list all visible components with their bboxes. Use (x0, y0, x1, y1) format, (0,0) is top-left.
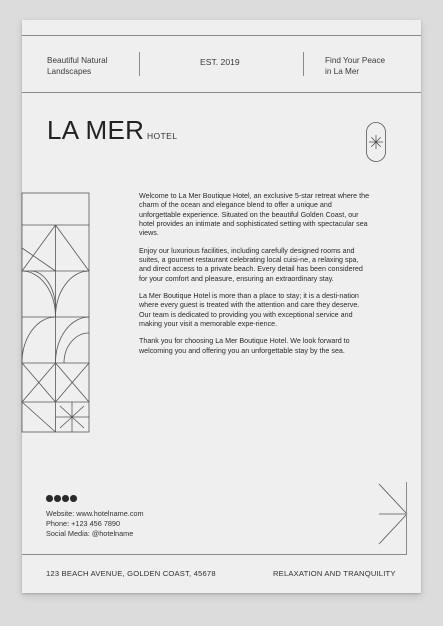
header-top-rule (22, 35, 421, 36)
twitter-icon[interactable] (62, 495, 69, 502)
body-paragraph: Enjoy our luxurious facilities, including carefully designed rooms and suites, a gourmet restaurant celebrating local cuisi-ne, a relaxing spa, and direct access to a private beach. Every detail has been considered for your comfort and pleasure, ensuring an extraordinary stay. (139, 246, 363, 283)
header-right-line1: Find Your Peace (325, 56, 386, 65)
header-left-tagline (47, 56, 108, 77)
social-icons (46, 495, 77, 502)
header-right-tagline (325, 56, 385, 77)
header-right-line2: in La Mer (325, 66, 360, 76)
body-paragraph: Welcome to La Mer Boutique Hotel, an exclusive 5-star retreat where the charm of the ocean and elegance blend to offer a unique and unforgettable experience. Situated on the beautiful Golden Coast, our hotel provides an intimate and sophisticated setting with spectacular sea views. (139, 192, 370, 238)
header-left-line2: Landscapes (47, 66, 92, 76)
brand-subtitle: HOTEL (147, 131, 178, 141)
header-left-line1: Beautiful Natural (47, 56, 108, 65)
geometric-pattern-graphic (22, 193, 90, 433)
facebook-icon[interactable] (54, 495, 61, 502)
flyer-page (22, 20, 421, 593)
body-copy (139, 192, 372, 364)
footer-right-vertical-rule (406, 482, 407, 554)
instagram-icon[interactable] (46, 495, 53, 502)
header-divider-left (139, 52, 140, 76)
pinterest-icon[interactable] (70, 495, 77, 502)
brand-title: LA MER (47, 115, 145, 145)
footer-rule (22, 554, 407, 555)
header-bottom-rule (22, 92, 421, 93)
header-divider-right (303, 52, 304, 76)
footer-tagline: RELAXATION AND TRANQUILITY (273, 569, 396, 578)
contact-block (46, 509, 144, 539)
body-paragraph: Thank you for choosing La Mer Boutique Hotel. We look forward to welcoming you and offering you an unforgettable stay by the sea. (139, 337, 350, 355)
contact-website[interactable]: Website: www.hotelname.com (46, 509, 144, 518)
sparkle-emblem-icon (366, 122, 386, 162)
contact-phone[interactable]: Phone: +123 456 7890 (46, 519, 121, 528)
contact-social[interactable]: Social Media: @hotelname (46, 529, 134, 538)
body-paragraph: La Mer Boutique Hotel is more than a place to stay; it is a desti-nation where every guest is treated with the attention and care they deserve. Our team is dedicated to providing you with exceptional service and making your visit a memorable expe-rience. (139, 292, 360, 328)
arrow-right-icon (379, 482, 409, 546)
header-established: EST. 2019 (200, 57, 240, 67)
footer-address: 123 BEACH AVENUE, GOLDEN COAST, 45678 (46, 569, 216, 578)
